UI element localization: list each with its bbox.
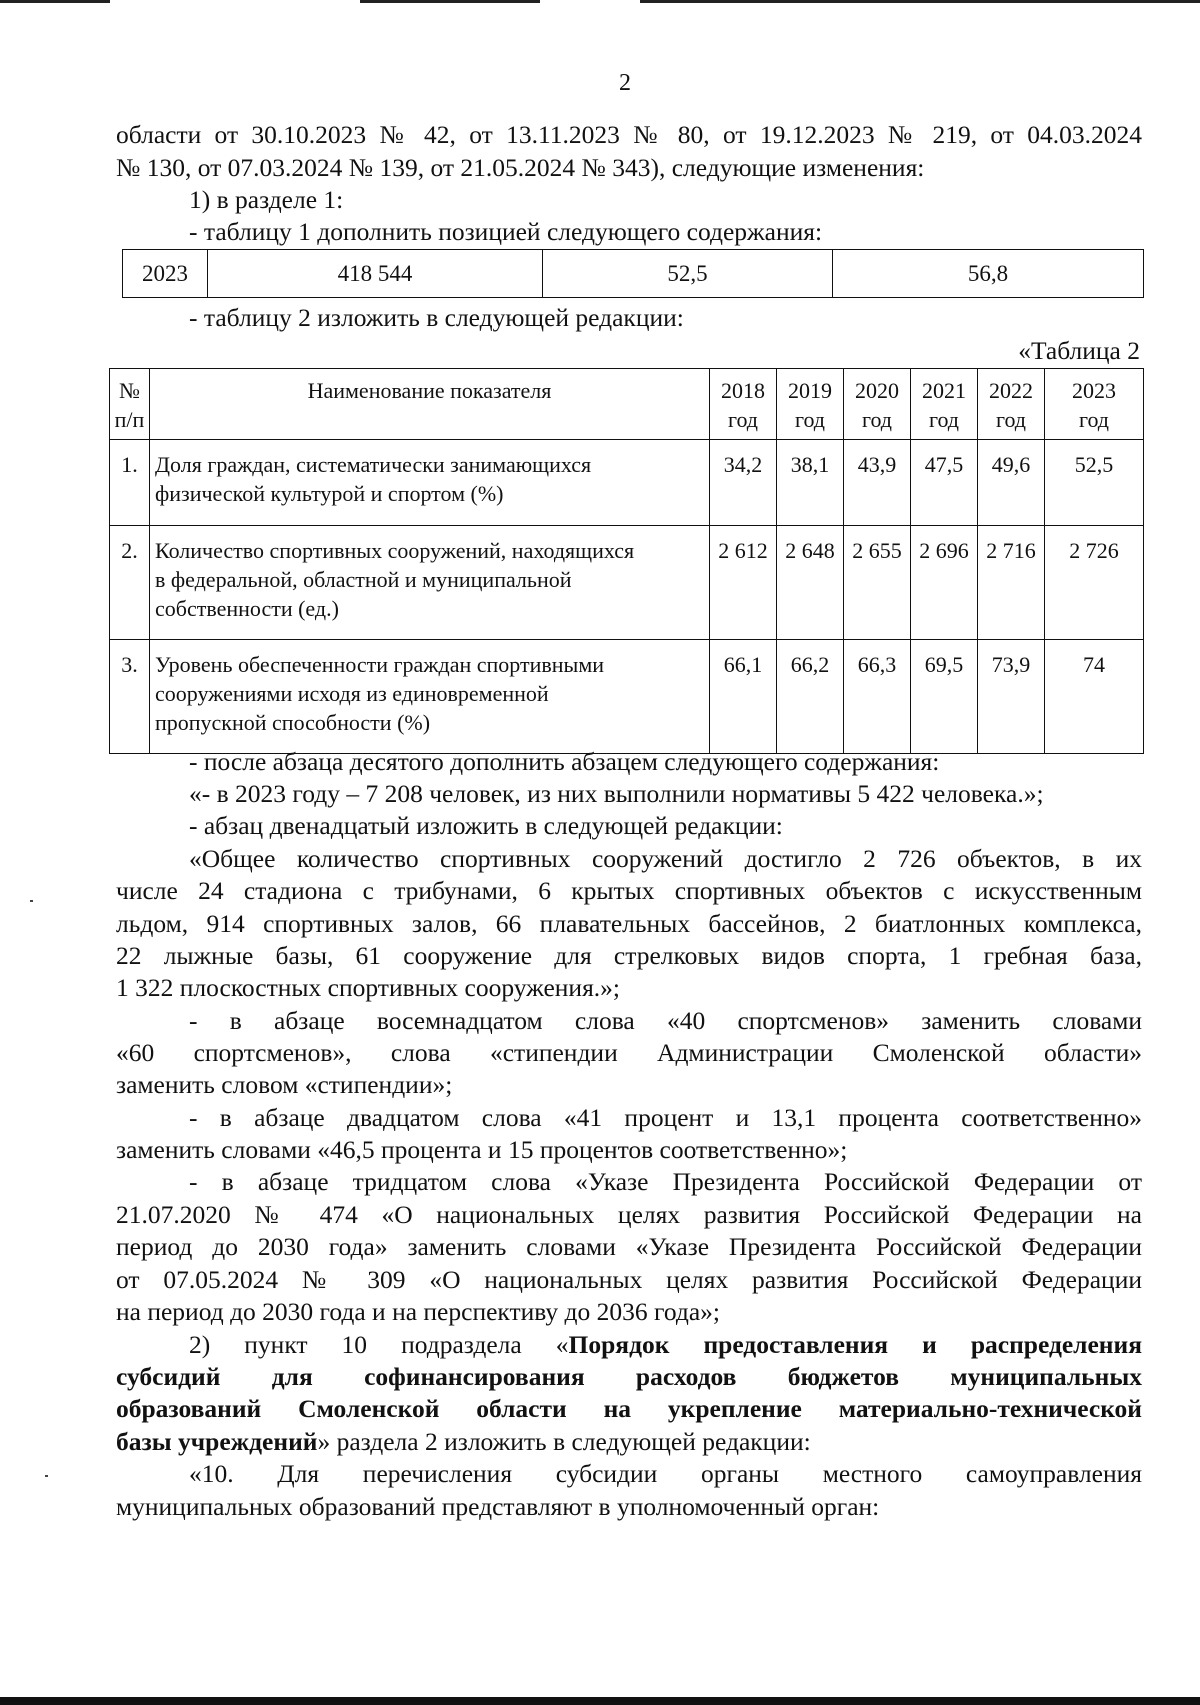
table1-intro: - таблицу 1 дополнить позицией следующего содержания: [189, 217, 823, 246]
header-year: 2020 год [844, 369, 911, 440]
header-year: 2021 год [911, 369, 978, 440]
row-number: 2. [110, 526, 150, 640]
scan-speck [45, 1475, 48, 1477]
point-2-line: 2) пункт 10 подраздела «Порядок предоставления и распределения [189, 1330, 1142, 1359]
table-row [110, 640, 1144, 754]
row-value: 69,5 [911, 640, 978, 754]
header-year: 2023 год [1045, 369, 1144, 440]
row-value: 2 696 [911, 526, 978, 640]
table-row [123, 250, 1144, 298]
quote-line: числе 24 стадиона с трибунами, 6 крытых спортивных объектов с искусственным [116, 876, 1142, 905]
paragraph-line: «60 спортсменов», слова «стипендии Администрации Смоленской области» [116, 1038, 1142, 1067]
table2-caption: «Таблица 2 [1018, 336, 1140, 365]
paragraph-line: - в абзаце восемнадцатом слова «40 спортсменов» заменить словами [189, 1006, 1142, 1035]
scan-edge-top [0, 0, 1200, 6]
table-cell-year: 2023 [123, 250, 208, 298]
page-number: 2 [619, 70, 631, 96]
row-value: 66,3 [844, 640, 911, 754]
paragraph-line: - абзац двенадцатый изложить в следующей редакции: [189, 811, 783, 840]
row-value: 66,2 [777, 640, 844, 754]
row-value: 2 716 [978, 526, 1045, 640]
table-row [110, 440, 1144, 526]
paragraph-line: от 07.05.2024 № 309 «О национальных целях развития Российской Федерации [116, 1265, 1142, 1294]
row-indicator: Доля граждан, систематически занимающихся физической культурой и спортом (%) [150, 440, 710, 526]
table-1-addition [122, 249, 1144, 298]
row-value: 73,9 [978, 640, 1045, 754]
row-number: 1. [110, 440, 150, 526]
point-2-line: субсидий для софинансирования расходов бюджетов муниципальных [116, 1362, 1142, 1391]
row-value: 49,6 [978, 440, 1045, 526]
paragraph-line: период до 2030 года» заменить словами «Указе Президента Российской Федерации [116, 1232, 1142, 1261]
table-cell-value: 56,8 [833, 250, 1144, 298]
row-number: 3. [110, 640, 150, 754]
paragraph-line: - после абзаца десятого дополнить абзацем следующего содержания: [189, 747, 940, 776]
row-value: 52,5 [1045, 440, 1144, 526]
paragraph-line: - в абзаце тридцатом слова «Указе Президента Российской Федерации от [189, 1167, 1142, 1196]
row-value: 2 726 [1045, 526, 1144, 640]
header-year: 2018 год [710, 369, 777, 440]
header-number: № п/п [110, 369, 150, 440]
quote-line: 22 лыжные базы, 61 сооружение для стрелковых видов спорта, 1 гребная база, [116, 941, 1142, 970]
quote-line: 1 322 плоскостных спортивных сооружения.»; [116, 973, 621, 1002]
table2-intro: - таблицу 2 изложить в следующей редакции: [189, 303, 684, 332]
point-2-line: базы учреждений» раздела 2 изложить в следующей редакции: [116, 1427, 811, 1456]
table-row [110, 526, 1144, 640]
intro-line: области от 30.10.2023 № 42, от 13.11.2023 № 80, от 19.12.2023 № 219, от 04.03.2024 [116, 120, 1142, 149]
paragraph-line: заменить словами «46,5 процента и 15 процентов соответственно»; [116, 1135, 848, 1164]
row-value: 43,9 [844, 440, 911, 526]
point-2-line: образований Смоленской области на укрепление материально-технической [116, 1394, 1142, 1423]
quote-line: «Общее количество спортивных сооружений достигло 2 726 объектов, в их [189, 844, 1142, 873]
row-value: 47,5 [911, 440, 978, 526]
header-name: Наименование показателя [150, 369, 710, 440]
paragraph-line: «- в 2023 году – 7 208 человек, из них выполнили нормативы 5 422 человека.»; [189, 779, 1044, 808]
row-value: 38,1 [777, 440, 844, 526]
row-indicator: Количество спортивных сооружений, находящихся в федеральной, областной и муниципальной собственности (ед.) [150, 526, 710, 640]
row-value: 34,2 [710, 440, 777, 526]
paragraph-line: - в абзаце двадцатом слова «41 процент и 13,1 процента соответственно» [189, 1103, 1142, 1132]
row-value: 74 [1045, 640, 1144, 754]
row-value: 2 648 [777, 526, 844, 640]
paragraph-line: на период до 2030 года и на перспективу до 2036 года»; [116, 1297, 720, 1326]
scan-speck [30, 900, 33, 902]
paragraph-line: 21.07.2020 № 474 «О национальных целях развития Российской Федерации на [116, 1200, 1142, 1229]
point-10-line: «10. Для перечисления субсидии органы местного самоуправления [189, 1459, 1142, 1488]
intro-line: № 130, от 07.03.2024 № 139, от 21.05.2024 № 343), следующие изменения: [116, 153, 925, 182]
quote-line: льдом, 914 спортивных залов, 66 плавательных бассейнов, 2 биатлонных комплекса, [116, 909, 1142, 938]
point-10-line: муниципальных образований представляют в уполномоченный орган: [116, 1492, 880, 1521]
section-heading: 1) в разделе 1: [189, 185, 344, 214]
table-cell-value: 418 544 [208, 250, 543, 298]
table-cell-value: 52,5 [543, 250, 833, 298]
paragraph-line: заменить словом «стипендии»; [116, 1070, 453, 1099]
row-value: 2 612 [710, 526, 777, 640]
table-header-row [110, 369, 1144, 440]
header-year: 2022 год [978, 369, 1045, 440]
row-indicator: Уровень обеспеченности граждан спортивными сооружениями исходя из единовременной пропускной способности (%) [150, 640, 710, 754]
header-year: 2019 год [777, 369, 844, 440]
row-value: 2 655 [844, 526, 911, 640]
scan-edge-bottom [0, 1697, 1200, 1705]
table-2 [109, 368, 1144, 754]
row-value: 66,1 [710, 640, 777, 754]
